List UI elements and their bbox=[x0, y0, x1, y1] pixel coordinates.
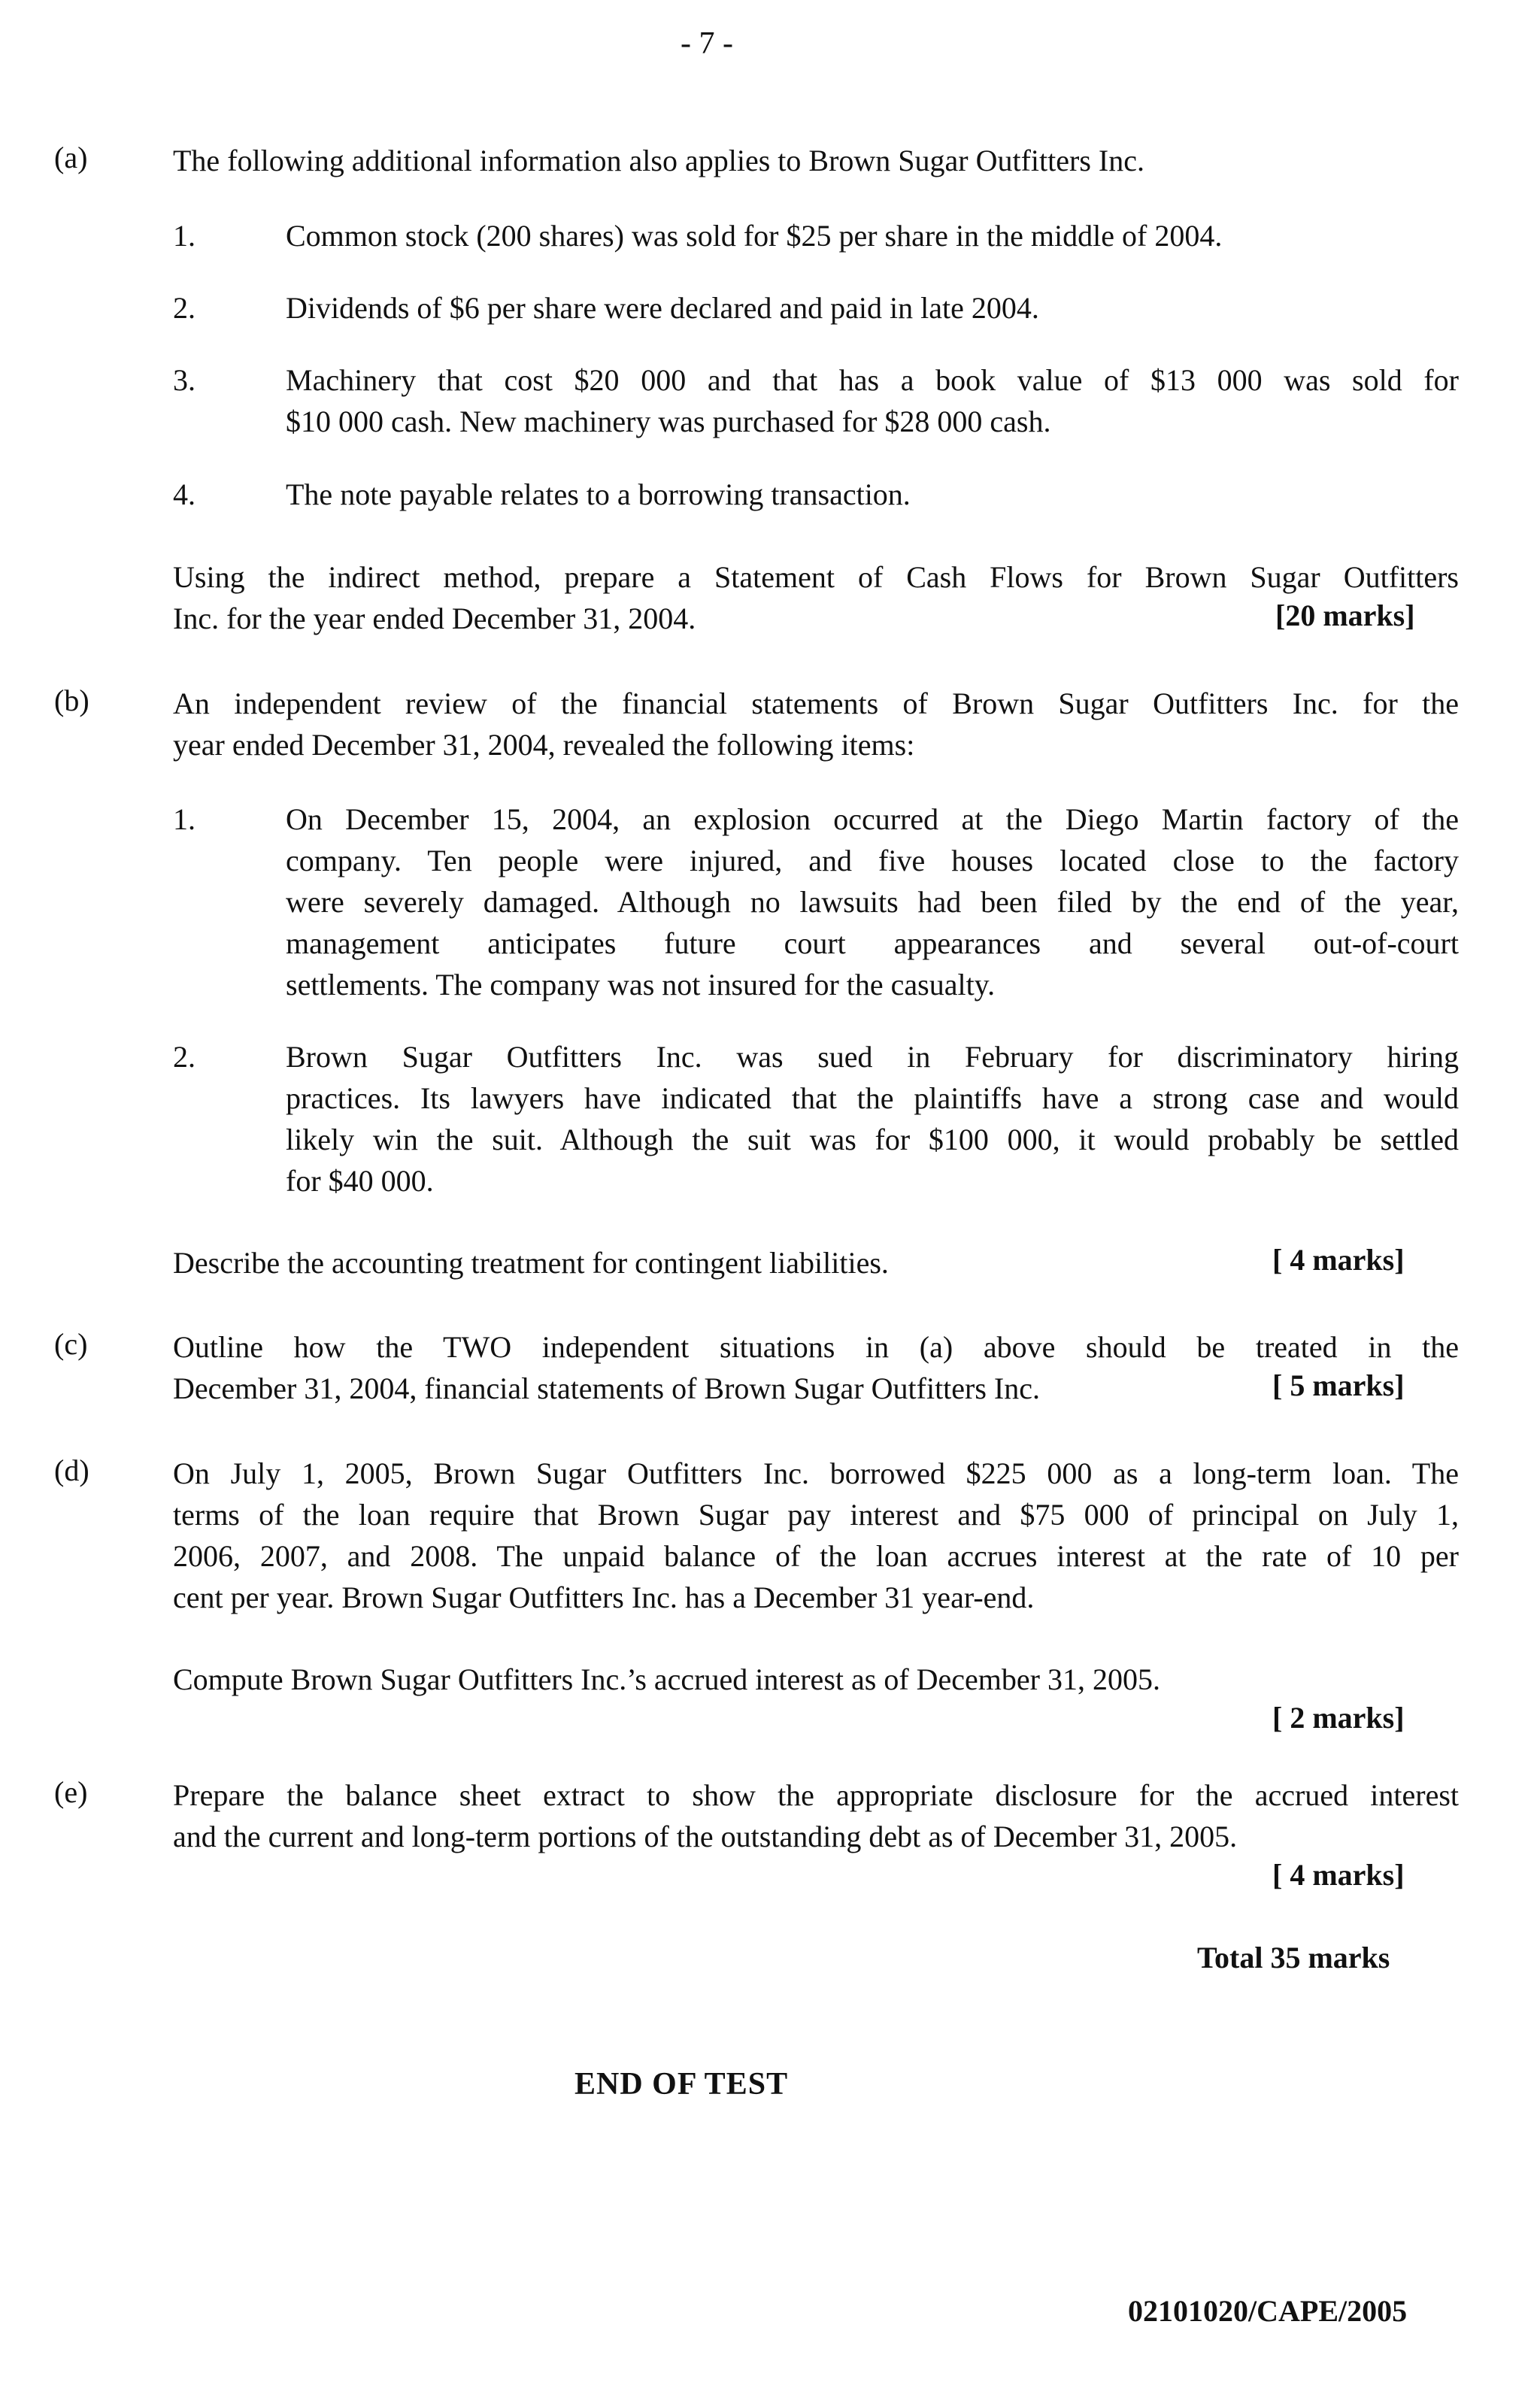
part-d-text bbox=[173, 1453, 1459, 1618]
item-text-line: likely win the suit. Although the suit was for $100 000, it would probably be settled bbox=[286, 1123, 1459, 1156]
part-d-line: cent per year. Brown Sugar Outfitters Inc. has a December 31 year-end. bbox=[173, 1580, 1035, 1614]
part-d-task bbox=[173, 1659, 1459, 1700]
part-a-label: (a) bbox=[54, 141, 88, 174]
part-a-task bbox=[173, 556, 1459, 639]
item-text-line: management anticipates future court appearances and several out-of-court bbox=[286, 926, 1459, 960]
part-c-marks: [ 5 marks] bbox=[1272, 1368, 1405, 1402]
item-number: 4. bbox=[173, 477, 196, 511]
part-e-label: (e) bbox=[54, 1775, 88, 1809]
part-b-task bbox=[173, 1242, 1459, 1283]
item-number: 3. bbox=[173, 363, 196, 397]
item-text: Dividends of $6 per share were declared and paid in late 2004. bbox=[286, 291, 1039, 325]
item-number: 1. bbox=[173, 219, 196, 253]
item-text-line: practices. Its lawyers have indicated that the plaintiffs have a strong case and would bbox=[286, 1081, 1459, 1115]
item-number: 2. bbox=[173, 1040, 196, 1074]
item-text-line: were severely damaged. Although no lawsuits had been filed by the end of the year, bbox=[286, 885, 1459, 919]
part-c-line: December 31, 2004, financial statements of Brown Sugar Outfitters Inc. bbox=[173, 1371, 1041, 1405]
item-text-line: On December 15, 2004, an explosion occurred at the Diego Martin factory of the bbox=[286, 802, 1459, 836]
part-d-line: terms of the loan require that Brown Sugar pay interest and $75 000 of principal on July 1, bbox=[173, 1498, 1459, 1532]
part-c-line: Outline how the TWO independent situations in (a) above should be treated in the bbox=[173, 1330, 1459, 1364]
item-text: Common stock (200 shares) was sold for $25 per share in the middle of 2004. bbox=[286, 219, 1223, 253]
end-of-test: END OF TEST bbox=[574, 2067, 789, 2102]
part-a-task-line: Inc. for the year ended December 31, 2004. bbox=[173, 602, 696, 635]
item-text-line: for $40 000. bbox=[286, 1164, 434, 1198]
part-b-task-text: Describe the accounting treatment for contingent liabilities. bbox=[173, 1246, 889, 1280]
page-number: - 7 - bbox=[681, 26, 733, 61]
part-b-intro-line: An independent review of the financial statements of Brown Sugar Outfitters Inc. for the bbox=[173, 686, 1459, 720]
part-e-marks: [ 4 marks] bbox=[1272, 1858, 1405, 1892]
part-d-line: 2006, 2007, and 2008. The unpaid balance of the loan accrues interest at the rate of 10 per bbox=[173, 1539, 1459, 1573]
part-d-line: On July 1, 2005, Brown Sugar Outfitters Inc. borrowed $225 000 as a long-term loan. The bbox=[173, 1456, 1459, 1490]
item-text-line: Brown Sugar Outfitters Inc. was sued in February for discriminatory hiring bbox=[286, 1040, 1459, 1074]
item-number: 1. bbox=[173, 802, 196, 836]
part-b-marks: [ 4 marks] bbox=[1272, 1243, 1405, 1277]
item-text-line: Machinery that cost $20 000 and that has a book value of $13 000 was sold for bbox=[286, 363, 1459, 397]
part-e-text bbox=[173, 1774, 1459, 1857]
part-b-label: (b) bbox=[54, 683, 89, 717]
part-c-label: (c) bbox=[54, 1327, 88, 1361]
part-e-line: and the current and long-term portions of the outstanding debt as of December 31, 2005. bbox=[173, 1820, 1238, 1853]
item-text-line: settlements. The company was not insured for the casualty. bbox=[286, 968, 996, 1002]
total-marks: Total 35 marks bbox=[1197, 1941, 1390, 1974]
part-c-text bbox=[173, 1326, 1459, 1409]
item-text-line: company. Ten people were injured, and five houses located close to the factory bbox=[286, 844, 1459, 877]
item-text-line: $10 000 cash. New machinery was purchased for $28 000 cash. bbox=[286, 405, 1051, 438]
item-text bbox=[286, 359, 1459, 442]
part-d-label: (d) bbox=[54, 1453, 89, 1487]
part-b-intro bbox=[173, 683, 1459, 765]
item-text: The note payable relates to a borrowing transaction. bbox=[286, 477, 911, 511]
item-text bbox=[286, 799, 1459, 1005]
part-a-intro bbox=[173, 140, 1459, 181]
item-text bbox=[286, 1036, 1459, 1202]
part-d-marks: [ 2 marks] bbox=[1272, 1701, 1405, 1735]
part-e-line: Prepare the balance sheet extract to show the appropriate disclosure for the accrued interest bbox=[173, 1778, 1459, 1812]
part-a-marks: [20 marks] bbox=[1275, 599, 1415, 632]
item-number: 2. bbox=[173, 291, 196, 325]
part-b-intro-line: year ended December 31, 2004, revealed the following items: bbox=[173, 728, 915, 762]
part-d-task-text: Compute Brown Sugar Outfitters Inc.’s accrued interest as of December 31, 2005. bbox=[173, 1662, 1160, 1696]
paper-code: 02101020/CAPE/2005 bbox=[1128, 2294, 1408, 2328]
part-a-task-line: Using the indirect method, prepare a Statement of Cash Flows for Brown Sugar Outfitters bbox=[173, 560, 1459, 594]
part-a-intro-text: The following additional information also applies to Brown Sugar Outfitters Inc. bbox=[173, 144, 1144, 177]
